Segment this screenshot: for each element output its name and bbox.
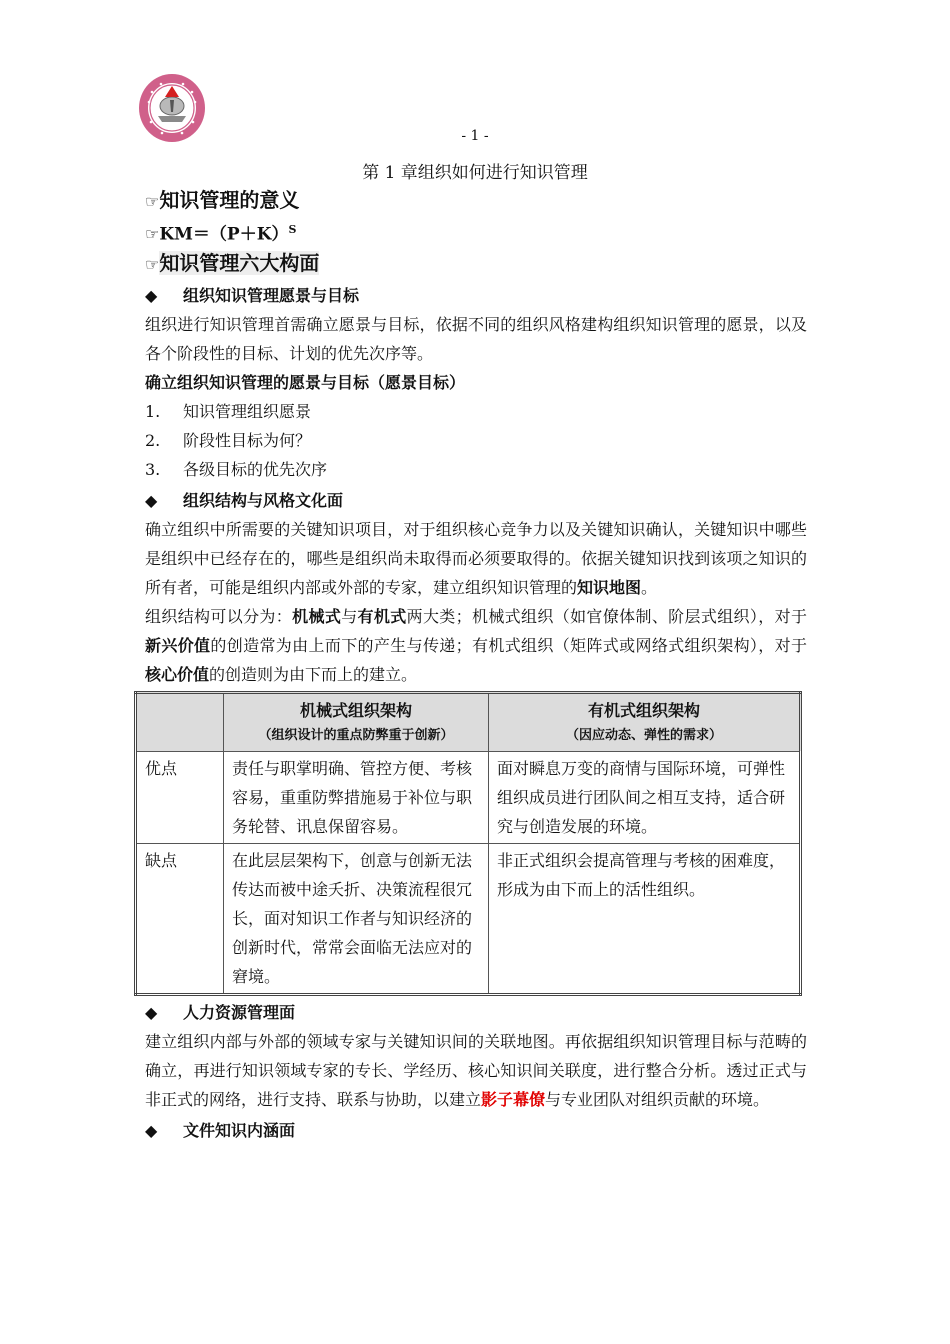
diamond-bullet-icon: ◆ — [145, 490, 158, 510]
list-item: 1. 知识管理组织愿景 — [145, 401, 312, 421]
shadow-staff-highlight: 影子幕僚 — [481, 1089, 546, 1109]
structure-paragraph-2: 组织结构可以分为：机械式与有机式两大类；机械式组织（如官僚体制、阶层式组织），对于新兴价值的创造常为由上而下的产生与传递；有机式组织（矩阵式或网络式组织架构），对于核心价值的创造则为由下而上的建立。 — [145, 606, 807, 684]
organization-comparison-table — [134, 691, 802, 996]
structure-paragraph-1: 确立组织中所需要的关键知识项目，对于组织核心竞争力以及关键知识确认，关键知识中哪些是组织中已经存在的，哪些是组织尚未取得而必须要取得的。依据关键知识找到该项之知识的所有者，可能是组织内部或外部的专家，建立组织知识管理的知识地图。 — [145, 519, 807, 597]
table-cell: 非正式组织会提高管理与考核的困难度，形成为由下而上的活性组织。 — [489, 843, 801, 994]
chapter-title: 第 1 章组织如何进行知识管理 — [362, 163, 588, 183]
table-cell: 责任与职掌明确、管控方便、考核容易，重重防弊措施易于补位与职务轮替、讯息保留容易。 — [224, 751, 489, 843]
diamond-bullet-icon: ◆ — [145, 1120, 158, 1140]
section-heading-hr: ◆ 人力资源管理面 — [145, 998, 807, 1027]
row-label: 缺点 — [136, 843, 224, 994]
table-header-organic: 有机式组织架构 （因应动态、弹性的需求） — [489, 692, 801, 751]
diamond-bullet-icon: ◆ — [145, 1002, 158, 1022]
table-cell: 面对瞬息万变的商情与国际环境，可弹性组织成员进行团队间之相互支持，适合研究与创造发展的环境。 — [489, 751, 801, 843]
table-cell: 在此层层架构下，创意与创新无法传达而被中途夭折、决策流程很冗长，面对知识工作者与知识经济的创新时代，常常会面临无法应对的窘境。 — [224, 843, 489, 994]
section-heading-documents: ◆ 文件知识内涵面 — [145, 1116, 807, 1145]
page-number: - 1 - — [461, 128, 489, 144]
document-body — [145, 186, 807, 1145]
pointing-hand-icon: ☞ — [145, 254, 160, 274]
table-header-mechanical: 机械式组织架构 （组织设计的重点防弊重于创新） — [224, 692, 489, 751]
vision-paragraph: 组织进行知识管理首需确立愿景与目标，依据不同的组织风格建构组织知识管理的愿景，以及各个阶段性的目标、计划的优先次序等。 — [145, 314, 807, 363]
topic-six-dimensions: ☞知识管理六大构面 — [145, 250, 320, 275]
hr-paragraph: 建立组织内部与外部的领域专家与关键知识间的关联地图。再依据组织知识管理目标与范畴的确立，再进行知识领域专家的专长、学经历、核心知识间关联度，进行整合分析。透过正式与非正式的网络，进行支持、联系与协助，以建立影子幕僚与专业团队对组织贡献的环境。 — [145, 1031, 807, 1109]
diamond-bullet-icon: ◆ — [145, 285, 158, 305]
pointing-hand-icon: ☞ — [145, 224, 160, 244]
row-label: 优点 — [136, 751, 224, 843]
pointing-hand-icon: ☞ — [145, 192, 160, 211]
table-row — [136, 751, 801, 843]
list-item: 2. 阶段性目标为何？ — [145, 430, 312, 450]
list-item: 3. 各级目标的优先次序 — [145, 459, 328, 479]
formula-superscript: S — [288, 223, 297, 236]
section-heading-vision: ◆ 组织知识管理愿景与目标 — [145, 281, 807, 310]
topic-meaning: ☞知识管理的意义 — [145, 188, 300, 212]
topic-formula: $☞KM=(P+K)^S$ — [145, 223, 297, 245]
section-heading-structure: ◆ 组织结构与风格文化面 — [145, 486, 807, 515]
table-header-empty — [136, 692, 224, 751]
vision-subheading: 确立组织知识管理的愿景与目标（愿景目标） — [145, 372, 466, 392]
table-header-row — [136, 692, 801, 751]
table-row — [136, 843, 801, 994]
